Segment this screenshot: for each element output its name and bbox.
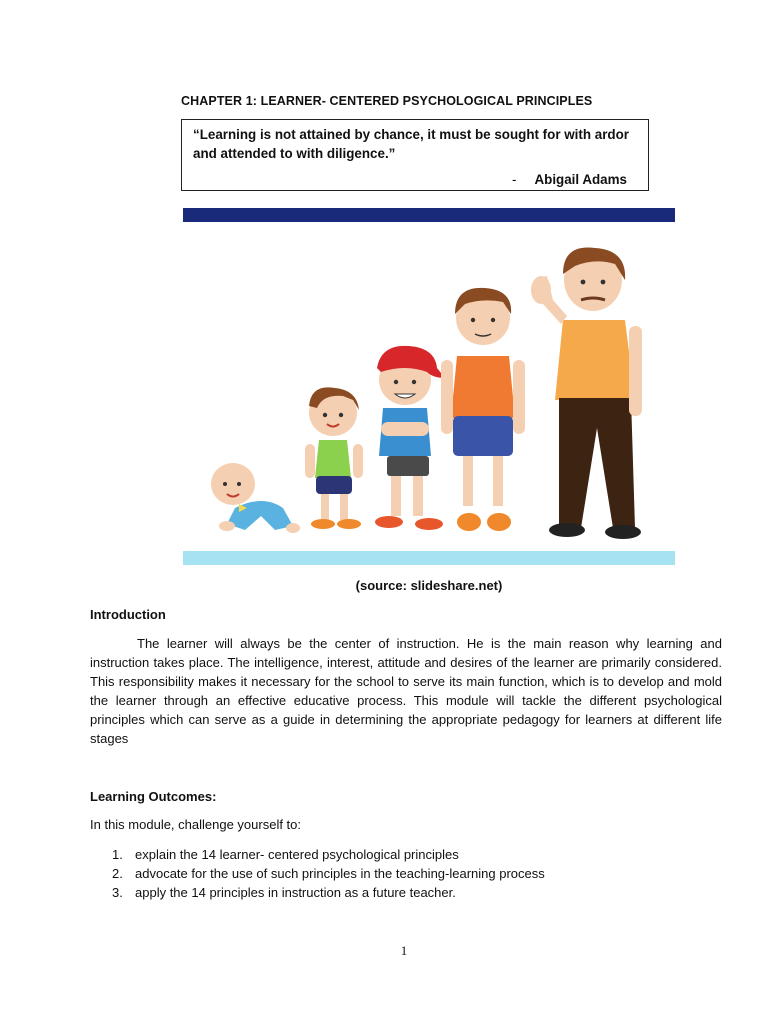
list-item: [90, 864, 545, 883]
list-item: [90, 883, 545, 902]
introduction-paragraph: The learner will always be the center of instruction. He is the main reason why learning and instruction takes place. The intelligence, interest, attitude and desires of the learner are primarily considered. This responsibility makes it necessary for the school to serve its main function, which is to develop and mold the learner through an effective educative process. This module will tackle the different psychological principles which can serve as a guide in determining the appropriate pedagogy for learners at different life stages: [90, 636, 722, 746]
quote-text: “Learning is not attained by chance, it must be sought for with ardor and attended to with diligence.”: [193, 127, 629, 161]
list-item-text: advocate for the use of such principles in the teaching-learning process: [135, 866, 545, 881]
list-item-number: 2.: [112, 866, 123, 881]
top-band: [183, 208, 675, 222]
growth-stages-illustration: [183, 208, 675, 568]
list-item-text: explain the 14 learner- centered psychological principles: [135, 847, 459, 862]
quote-author: [512, 172, 627, 187]
toddler-figure: [305, 387, 363, 529]
bottom-band: [183, 551, 675, 565]
list-item: [90, 845, 545, 864]
child-figure: [375, 346, 445, 530]
list-item-number: 1.: [112, 847, 123, 862]
chapter-title: CHAPTER 1: LEARNER- CENTERED PSYCHOLOGICAL PRINCIPLES: [181, 94, 593, 108]
human-growth-stages-icon: [183, 208, 675, 568]
quote-dash: -: [512, 172, 517, 187]
figure-caption: (source: slideshare.net): [355, 578, 503, 593]
quote-box: [181, 119, 649, 191]
quote-author-name: Abigail Adams: [534, 172, 627, 187]
learning-outcomes-list: [90, 845, 545, 902]
list-item-number: 3.: [112, 885, 123, 900]
learning-outcomes-lead: In this module, challenge yourself to:: [90, 817, 302, 832]
list-item-text: apply the 14 principles in instruction as a future teacher.: [135, 885, 456, 900]
learning-outcomes-heading: Learning Outcomes:: [90, 789, 217, 804]
introduction-heading: Introduction: [90, 607, 166, 622]
baby-figure: [211, 463, 300, 533]
page-number: 1: [400, 943, 408, 958]
boy-figure: [441, 288, 525, 531]
man-figure: [531, 248, 642, 539]
